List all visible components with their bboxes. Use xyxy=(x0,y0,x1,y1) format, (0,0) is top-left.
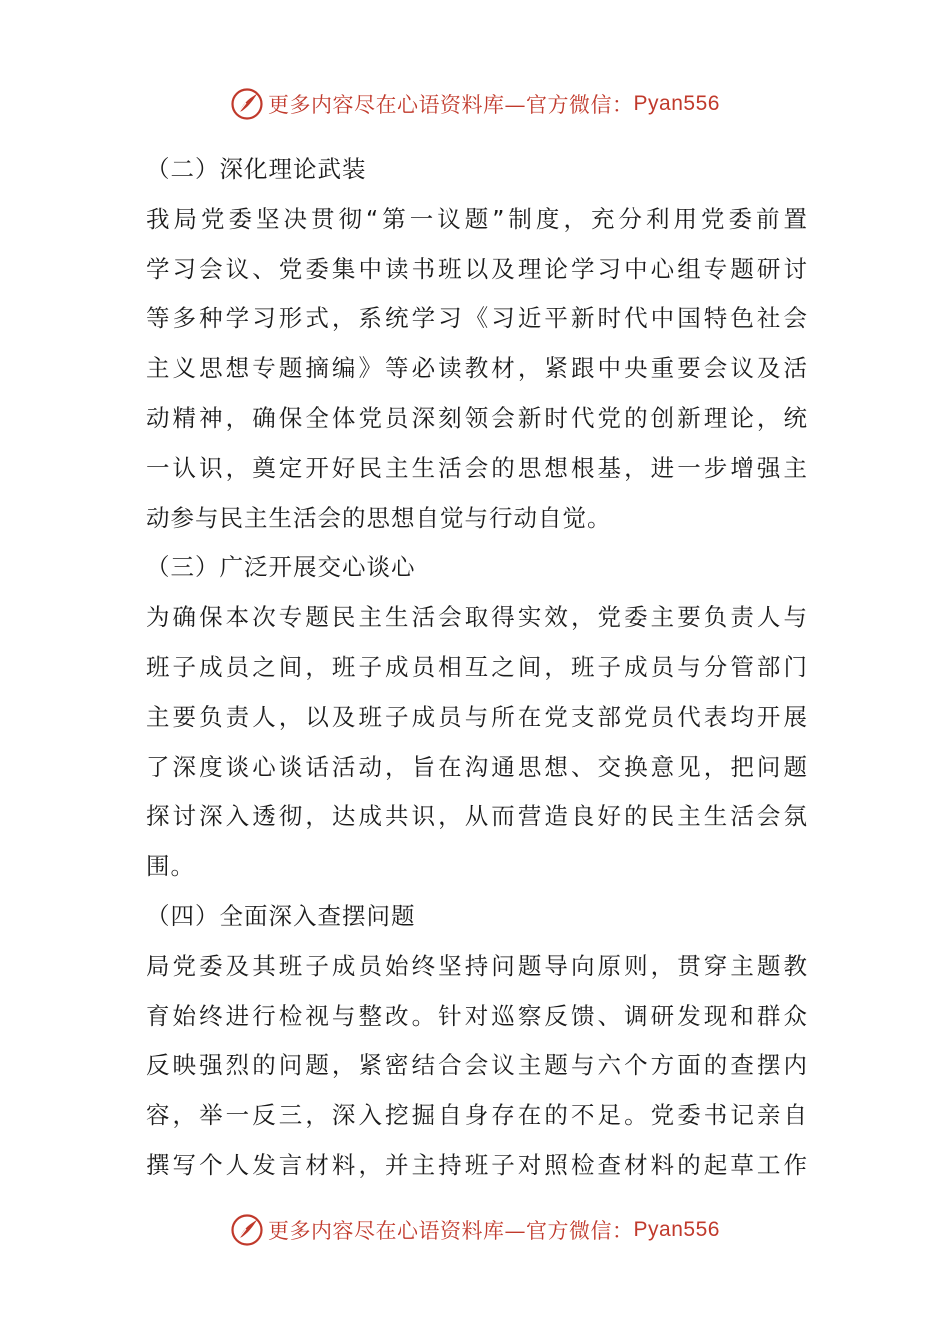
paragraph-line: 主义思想专题摘编》等必读教材，紧跟中央重要会议及活 xyxy=(146,354,808,383)
paragraph-line: 探讨深入透彻，达成共识，从而营造良好的民主生活会氛 xyxy=(146,802,808,831)
paragraph-line: 我局党委坚决贯彻“第一议题”制度，充分利用党委前置 xyxy=(146,204,808,233)
watermark-wechat-id: Pyan556 xyxy=(633,1218,720,1241)
paragraph-line: 为确保本次专题民主生活会取得实效，党委主要负责人与 xyxy=(146,603,808,632)
paragraph-line: 反映强烈的问题，紧密结合会议主题与六个方面的查摆内 xyxy=(146,1051,808,1080)
paragraph-line: 班子成员之间，班子成员相互之间，班子成员与分管部门 xyxy=(146,652,808,681)
section-heading: （二）深化理论武装 xyxy=(146,155,367,183)
paragraph-line: 动精神，确保全体党员深刻领会新时代党的创新理论，统 xyxy=(146,403,808,432)
paragraph-line: 学习会议、党委集中读书班以及理论学习中心组专题研讨 xyxy=(146,254,808,283)
quill-logo-icon xyxy=(230,87,264,121)
paragraph-line: 了深度谈心谈话活动，旨在沟通思想、交换意见，把问题 xyxy=(146,752,808,781)
quill-logo-icon xyxy=(230,1213,264,1247)
section-heading: （三）广泛开展交心谈心 xyxy=(146,553,416,582)
paragraph-line: 育始终进行检视与整改。针对巡察反馈、调研发现和群众 xyxy=(146,1001,808,1030)
footer-watermark xyxy=(0,1210,950,1250)
watermark-text: 更多内容尽在心语资料库—官方微信： xyxy=(268,93,634,117)
paragraph-line: 动参与民主生活会的思想自觉与行动自觉。 xyxy=(146,503,612,532)
section-heading: （四）全面深入查摆问题 xyxy=(146,901,416,930)
paragraph-line: 等多种学习形式，系统学习《习近平新时代中国特色社会 xyxy=(146,304,808,333)
paragraph-line: 撰写个人发言材料，并主持班子对照检查材料的起草工作 xyxy=(146,1150,808,1179)
paragraph-line: 局党委及其班子成员始终坚持问题导向原则，贯穿主题教 xyxy=(146,951,808,980)
watermark-wechat-id: Pyan556 xyxy=(633,92,720,115)
paragraph-line: 围。 xyxy=(146,852,195,881)
paragraph-line: 容，举一反三，深入挖掘自身存在的不足。党委书记亲自 xyxy=(146,1101,808,1130)
paragraph-line: 一认识，奠定开好民主生活会的思想根基，进一步增强主 xyxy=(146,453,808,482)
header-watermark xyxy=(0,84,950,124)
watermark-text: 更多内容尽在心语资料库—官方微信： xyxy=(268,1219,634,1243)
paragraph-line: 主要负责人，以及班子成员与所在党支部党员代表均开展 xyxy=(146,702,808,731)
document-body xyxy=(146,145,808,1191)
